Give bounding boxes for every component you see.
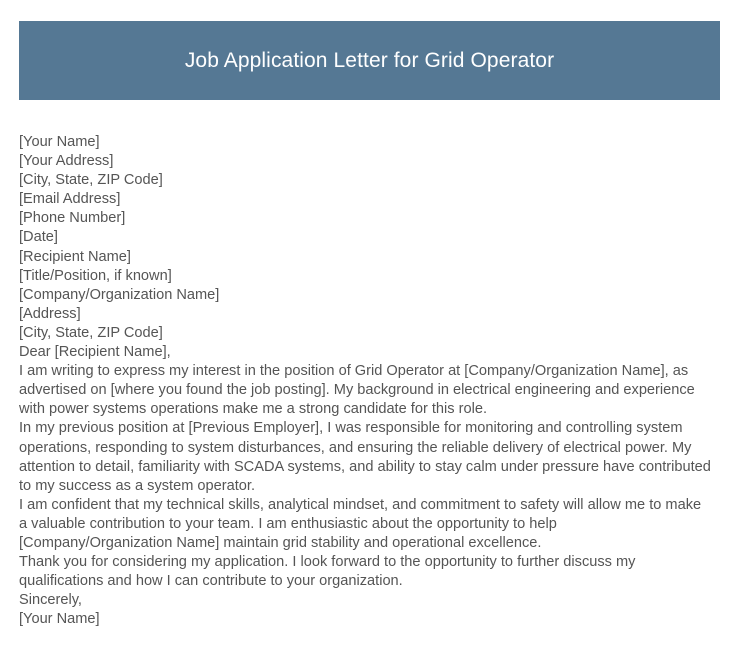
- recipient-title: [Title/Position, if known]: [19, 267, 172, 284]
- document-header-banner: [19, 21, 720, 100]
- recipient-address: [Address]: [19, 305, 81, 322]
- body-paragraph-4: Thank you for considering my application. I look forward to the opportunity to further discuss my qualifications and how I can contribute to your organization.: [19, 554, 636, 590]
- body-paragraph-1: I am writing to express my interest in the position of Grid Operator at [Company/Organization Name], as advertised on [where you found the job posting]. My background in electrical engineering and experience with power systems operations make me a strong candidate for this role.: [19, 363, 695, 418]
- sender-city-state-zip: [City, State, ZIP Code]: [19, 172, 163, 189]
- salutation: Dear [Recipient Name],: [19, 344, 171, 361]
- body-paragraph-2: In my previous position at [Previous Employer], I was responsible for monitoring and controlling system operations, responding to system disturbances, and ensuring the reliable delivery of electrical power. My attention to detail, familiarity with SCADA systems, and ability to stay calm under pressure have contributed to my success as a system operator.: [19, 420, 711, 494]
- letter-content: [19, 133, 713, 629]
- page-title: Job Application Letter for Grid Operator: [184, 48, 555, 72]
- letter-date: [Date]: [19, 229, 58, 246]
- sender-email: [Email Address]: [19, 191, 121, 208]
- sender-phone: [Phone Number]: [19, 210, 126, 227]
- body-paragraph-3: I am confident that my technical skills, analytical mindset, and commitment to safety will allow me to make a valuable contribution to your team. I am enthusiastic about the opportunity to help [Company/Organization Name] maintain grid stability and operational excellence.: [19, 496, 702, 551]
- recipient-name: [Recipient Name]: [19, 248, 131, 265]
- recipient-city-state-zip: [City, State, ZIP Code]: [19, 324, 163, 341]
- signature-name: [Your Name]: [19, 611, 100, 628]
- sender-name: [Your Name]: [19, 134, 100, 150]
- closing-salutation: Sincerely,: [19, 592, 82, 609]
- recipient-company: [Company/Organization Name]: [19, 286, 220, 303]
- sender-address: [Your Address]: [19, 153, 114, 170]
